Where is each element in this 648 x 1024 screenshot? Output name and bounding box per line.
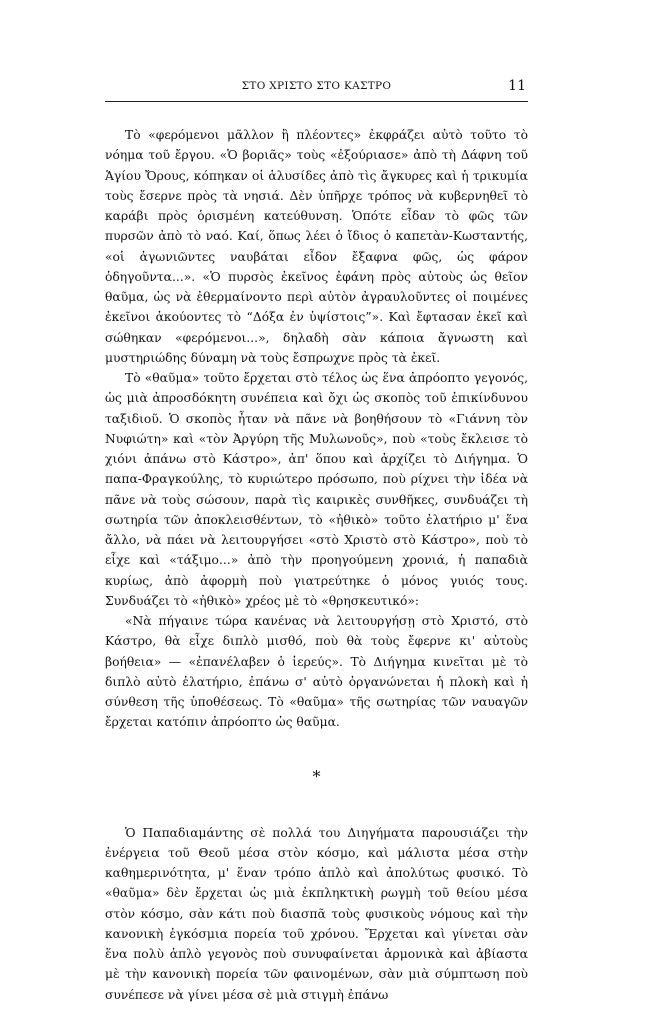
header-rule (105, 101, 528, 102)
body-text (105, 125, 528, 1005)
page-number: 11 (508, 78, 526, 94)
running-head (105, 78, 528, 100)
paragraph-1: Τὸ «φερόμενοι μᾶλλον ἢ πλέοντες» ἐκφράζει αὐτὸ τοῦτο τὸ νόημα τοῦ ἔργου. «Ὁ βοριᾶς» τοὺς «ἐξούριασε» ἀπὸ τὴ Δάφνη τοῦ Ἁγίου Ὄρους, κόπηκαν οἱ ἁλυσίδες ἀπὸ τὶς ἄγκυρες καὶ ἡ τρικυμία τοὺς ἔσερνε πρὸς τὰ νησιά. Δὲν ὑπῆρχε τρόπος νὰ κυβερνηθεῖ τὸ καράβι πρὸς ὁρισμένη κατεύθυνση. Ὁπότε εἶδαν τὸ φῶς τῶν πυρσῶν ἀπὸ τὸ ναό. Καί, ὅπως λέει ὁ ἴδιος ὁ καπετὰν-Κωσταντής, «οἱ ἀγωνιῶντες ναυβάται εἶδον ἔξαφνα φῶς, ὡς φάρον ὁδηγοῦντα...». «Ὁ πυρσὸς ἐκεῖνος ἐφάνη πρὸς αὐτοὺς ὡς θεῖον θαῦμα, ὡς νὰ ἐθερμαίνοντο περὶ αὐτὸν ἀγραυλοῦντες οἱ ποιμένες ἐκεῖνοι ἀκούοντες τὸ “Δόξα ἐν ὑψίστοις”». Καὶ ἔφτασαν ἐκεῖ καὶ σώθηκαν «φερόμενοι...», δηλαδὴ σὰν κάποια ἄγνωστη καὶ μυστηριώδης δύναμη νὰ τοὺς ἔσπρωχνε πρὸς τὰ ἐκεῖ. (105, 128, 528, 365)
paragraph-3: «Νὰ πήγαινε τώρα κανένας νὰ λειτουργήσῃ στὸ Χριστό, στὸ Κάστρο, θὰ εἶχε διπλὸ μισθό, ποὺ θὰ τοὺς ἔφερνε κι' αὐτοὺς βοήθεια» — «ἐπανέλαβεν ὁ ἱερεύς». Τὸ Διήγημα κινεῖται μὲ τὸ διπλὸ αὐτὸ ἐλατήριο, ἐπάνω σ' αὐτὸ ὀργανώνεται ἡ πλοκὴ καὶ ἡ σύνθεση τῆς ὑποθέσεως. Τὸ «θαῦμα» τῆς σωτηρίας τῶν ναυαγῶν ἔρχεται κατόπιν ἀπρόοπτο ὡς θαῦμα. (105, 614, 528, 730)
paragraph-2: Τὸ «θαῦμα» τοῦτο ἔρχεται στὸ τέλος ὡς ἕνα ἀπρόοπτο γεγονός, ὡς μιὰ ἀπροσδόκητη συνέπεια καὶ ὄχι ὡς σκοπὸς τοῦ ἐπικίνδυνου ταξιδιοῦ. Ὁ σκοπὸς ἦταν νὰ πᾶνε νὰ βοηθήσουν τὸ «Γιάννη τὸν Νυφιώτη» καὶ «τὸν Ἀργύρη τῆς Μυλωνοῦς», ποὺ «τοὺς ἔκλεισε τὸ χιόνι ἀπάνω στὸ Κάστρο», ἀπ' ὅπου καὶ ἀρχίζει τὸ Διήγημα. Ὁ παπα-Φραγκούλης, τὸ κυριώτερο πρόσωπο, ποὺ ρίχνει τὴν ἰδέα νὰ πᾶνε νὰ τοὺς σώσουν, παρὰ τὶς καιρικὲς συνθῆκες, συνδυάζει τὴ σωτηρία τῶν ἀποκλεισθέντων, τὸ «ἠθικὸ» τοῦτο ἐλατήριο μ' ἕνα ἄλλο, νὰ πάει νὰ λειτουργήσει «στὸ Χριστὸ στὸ Κάστρο», ποὺ τὸ εἶχε καὶ «τάξιμο...» ἀπὸ τὴν προηγούμενη χρονιά, ἡ παπαδιὰ κυρίως, ἀπὸ ἀφορμὴ ποὺ γιατρεύτηκε ὁ μόνος γυιός τους. Συνδυάζει τὸ «ἠθικὸ» χρέος μὲ τὸ «θρησκευτικό»: (105, 371, 528, 608)
paragraph-4: Ὁ Παπαδιαμάντης σὲ πολλά του Διηγήματα παρουσιάζει τὴν ἐνέργεια τοῦ Θεοῦ μέσα στὸν κόσμο, καὶ μάλιστα μέσα στὴν καθημερινότητα, μ' ἕναν τρόπο ἁπλὸ καὶ ἀπολύτως φυσικό. Τὸ «θαῦμα» δὲν ἔρχεται ὡς μιὰ ἐκπληκτικὴ ρωγμὴ τοῦ θείου μέσα στὸν κόσμο, σὰν κάτι ποὺ διασπᾶ τοὺς φυσικοὺς νόμους καὶ τὴν κανονικὴ ἐγκόσμια πορεία τοῦ χρόνου. Ἔρχεται καὶ γίνεται σὰν ἕνα πολὺ ἁπλὸ γεγονὸς ποὺ συνυφαίνεται ἁρμονικὰ καὶ ἀβίαστα μὲ τὴν κανονικὴ πορεία τῶν φαινομένων, σὰν μιὰ σύμπτωση ποὺ συνέπεσε νὰ γίνει μέσα σὲ μιὰ στιγμὴ ἐπάνω (105, 825, 528, 1002)
running-title: ΣΤΟ ΧΡΙΣΤΟ ΣΤΟ ΚΑΣΤΡΟ (241, 80, 392, 92)
section-separator: * (312, 766, 321, 786)
